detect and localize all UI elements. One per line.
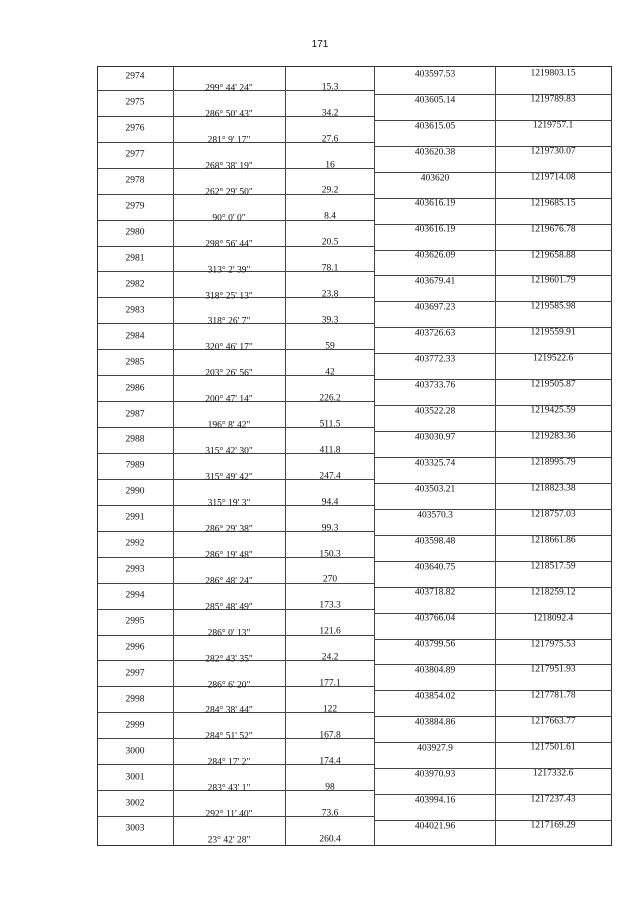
column-divider (374, 67, 375, 845)
page-number: 171 (311, 39, 329, 50)
point-id: 2999 (125, 720, 145, 731)
point-x: 403597.53 (414, 69, 456, 80)
point-id: 2994 (125, 590, 145, 601)
segment-distance: 34.2 (321, 108, 339, 119)
segment-bearing: 315° 49' 42" (205, 472, 253, 483)
segment-bearing: 285° 48' 49" (205, 602, 253, 613)
point-x: 403718.82 (414, 587, 456, 598)
segment-distance: 78.1 (321, 263, 339, 274)
segment-bearing: 196° 8' 42" (207, 420, 251, 431)
point-x: 403772.33 (414, 354, 456, 365)
point-y: 1217781.78 (530, 690, 576, 701)
point-x: 403726.63 (414, 328, 456, 339)
segment-distance: 42 (325, 367, 335, 378)
point-x: 403615.05 (414, 121, 456, 132)
segment-distance: 270 (322, 574, 338, 585)
point-id: 2983 (125, 305, 145, 316)
point-id: 2982 (125, 279, 145, 290)
point-id: 3001 (125, 772, 145, 783)
point-x: 403799.56 (414, 639, 456, 650)
segment-bearing: 284° 38' 44" (205, 705, 253, 716)
segment-distance: 8.4 (324, 211, 336, 222)
segment-distance: 99.3 (321, 523, 339, 534)
segment-distance: 174.4 (319, 756, 341, 767)
point-y: 1219425.59 (530, 405, 576, 416)
segment-distance: 73.6 (321, 808, 339, 819)
point-y: 1219757.1 (532, 120, 574, 131)
segment-bearing: 282° 43' 35" (205, 654, 253, 665)
segment-distance: 24.2 (321, 652, 339, 663)
column-divider (173, 67, 174, 845)
point-id: 2990 (125, 486, 145, 497)
point-x: 403994.16 (414, 795, 456, 806)
point-x: 403733.76 (414, 380, 456, 391)
segment-bearing: 315° 19' 3" (207, 498, 251, 509)
segment-bearing: 318° 25' 13" (205, 291, 253, 301)
point-y: 1219714.08 (530, 172, 576, 183)
point-id: 2987 (125, 409, 145, 419)
segment-distance: 150.3 (319, 549, 341, 560)
point-y: 1217169.29 (530, 820, 576, 831)
row-divider (374, 120, 611, 121)
point-id: 2997 (125, 668, 145, 679)
segment-bearing: 315° 42' 30" (205, 446, 253, 457)
segment-bearing: 262° 29' 50" (205, 187, 253, 198)
point-id: 2996 (125, 642, 145, 653)
segment-bearing: 268° 38' 19" (205, 161, 253, 172)
point-id: 2977 (125, 149, 145, 160)
point-x: 403616.19 (414, 198, 456, 209)
segment-bearing: 286° 50' 43" (205, 109, 253, 120)
point-x: 403884.86 (414, 717, 456, 728)
segment-distance: 94.4 (321, 497, 339, 508)
survey-table (97, 66, 612, 846)
segment-distance: 247.4 (319, 471, 341, 482)
point-x: 403766.04 (414, 613, 456, 624)
row-divider (374, 768, 611, 769)
point-id: 2995 (125, 616, 145, 627)
column-divider (285, 67, 286, 845)
point-x: 403030.97 (414, 432, 456, 443)
segment-bearing: 286° 48' 24" (205, 576, 253, 587)
segment-bearing: 23° 42' 28" (207, 835, 251, 846)
row-divider (374, 613, 611, 614)
point-x: 403854.02 (414, 691, 456, 702)
segment-distance: 177.1 (319, 678, 341, 689)
point-id: 3000 (125, 746, 145, 757)
point-y: 1218092.4 (532, 613, 574, 624)
segment-distance: 173.3 (319, 600, 341, 611)
segment-distance: 260.4 (319, 834, 341, 845)
segment-bearing: 313° 2' 39" (207, 265, 251, 276)
point-y: 1218661.86 (530, 535, 576, 546)
point-y: 1217951.93 (530, 664, 576, 675)
point-x: 403626.09 (414, 250, 456, 261)
segment-distance: 27.6 (321, 134, 339, 145)
point-id: 2984 (125, 331, 145, 342)
point-x: 403522.28 (414, 406, 456, 417)
segment-distance: 98 (325, 782, 335, 793)
point-x: 403325.74 (414, 458, 456, 469)
point-y: 1219522.6 (532, 353, 574, 364)
segment-bearing: 90° 0' 0" (212, 213, 246, 224)
segment-distance: 23.8 (321, 289, 339, 300)
segment-distance: 226.2 (319, 393, 341, 404)
point-x: 403605.14 (414, 95, 456, 106)
point-id: 2976 (125, 123, 145, 134)
segment-distance: 411.8 (319, 445, 341, 456)
point-x: 403697.23 (414, 302, 456, 313)
point-y: 1218757.03 (530, 509, 576, 520)
point-x: 403570.3 (417, 510, 453, 521)
point-y: 1219789.83 (530, 94, 576, 105)
segment-bearing: 203° 26' 56" (205, 368, 253, 379)
point-id: 2993 (125, 564, 145, 575)
point-y: 1219685.15 (530, 198, 576, 209)
point-x: 403620.38 (414, 147, 456, 158)
point-x: 403503.21 (414, 484, 456, 495)
point-y: 1218823.38 (530, 483, 576, 494)
segment-bearing: 292° 11' 40" (205, 809, 253, 820)
point-y: 1217237.43 (530, 794, 576, 805)
segment-bearing: 298° 56' 44" (205, 239, 253, 250)
point-y: 1217332.6 (532, 768, 574, 779)
segment-distance: 59 (325, 341, 335, 352)
point-x: 403679.41 (414, 276, 456, 287)
segment-distance: 167.8 (319, 730, 341, 741)
point-x: 403620 (420, 173, 450, 183)
column-divider (495, 67, 496, 845)
segment-bearing: 200° 47' 14" (205, 394, 253, 405)
point-id: 7989 (125, 460, 145, 471)
segment-bearing: 286° 6' 20" (207, 680, 251, 690)
point-y: 1217975.53 (530, 639, 576, 650)
segment-bearing: 320° 46' 17" (205, 342, 253, 353)
point-x: 403616.19 (414, 224, 456, 235)
point-y: 1219283.36 (530, 431, 576, 442)
segment-distance: 16 (325, 160, 335, 171)
segment-distance: 122 (322, 704, 338, 715)
point-id: 2978 (125, 175, 145, 186)
point-y: 1219559.91 (530, 327, 576, 338)
point-y: 1217663.77 (530, 716, 576, 727)
segment-bearing: 284° 17' 2" (207, 757, 251, 768)
point-y: 1219676.78 (530, 224, 576, 235)
segment-bearing: 283° 43' 1" (207, 783, 251, 794)
point-y: 1218517.59 (530, 561, 576, 572)
point-id: 2998 (125, 694, 145, 705)
point-id: 3003 (125, 823, 145, 834)
point-id: 2980 (125, 227, 145, 238)
point-y: 1218259.12 (530, 587, 576, 598)
segment-bearing: 286° 29' 38" (205, 524, 253, 535)
point-id: 2975 (125, 97, 145, 108)
segment-bearing: 286° 0' 13" (207, 628, 251, 639)
segment-distance: 121.6 (319, 626, 341, 637)
point-x: 403598.48 (414, 536, 456, 547)
point-id: 2974 (125, 71, 145, 82)
segment-bearing: 318° 26' 7" (207, 316, 251, 327)
point-id: 2992 (125, 538, 145, 549)
point-y: 1219585.98 (530, 301, 576, 312)
point-id: 3002 (125, 798, 145, 808)
point-y: 1219803.15 (530, 68, 576, 79)
point-id: 2991 (125, 512, 145, 523)
segment-distance: 511.5 (319, 419, 341, 430)
point-id: 2986 (125, 383, 145, 394)
point-y: 1219505.87 (530, 379, 576, 390)
point-x: 403970.93 (414, 769, 456, 780)
point-y: 1219658.88 (530, 250, 576, 261)
point-id: 2981 (125, 253, 145, 264)
point-y: 1217501.61 (530, 742, 576, 753)
segment-bearing: 281° 9' 17" (207, 135, 251, 146)
point-y: 1219601.79 (530, 275, 576, 286)
point-y: 1218995.79 (530, 457, 576, 468)
segment-bearing: 299° 44' 24" (205, 83, 253, 94)
segment-distance: 20.5 (321, 237, 339, 248)
segment-distance: 15.3 (321, 82, 339, 93)
point-id: 2988 (125, 434, 145, 445)
point-x: 403804.89 (414, 665, 456, 676)
segment-bearing: 286° 19' 48" (205, 550, 253, 561)
segment-distance: 39.3 (321, 315, 339, 326)
segment-bearing: 284° 51' 52" (205, 731, 253, 742)
point-id: 2985 (125, 357, 145, 368)
point-x: 404021.96 (414, 821, 456, 832)
segment-distance: 29.2 (321, 185, 339, 196)
row-divider (374, 353, 611, 354)
point-x: 403927.9 (417, 743, 453, 754)
point-id: 2979 (125, 201, 145, 212)
point-y: 1219730.07 (530, 146, 576, 157)
point-x: 403640.75 (414, 562, 456, 572)
